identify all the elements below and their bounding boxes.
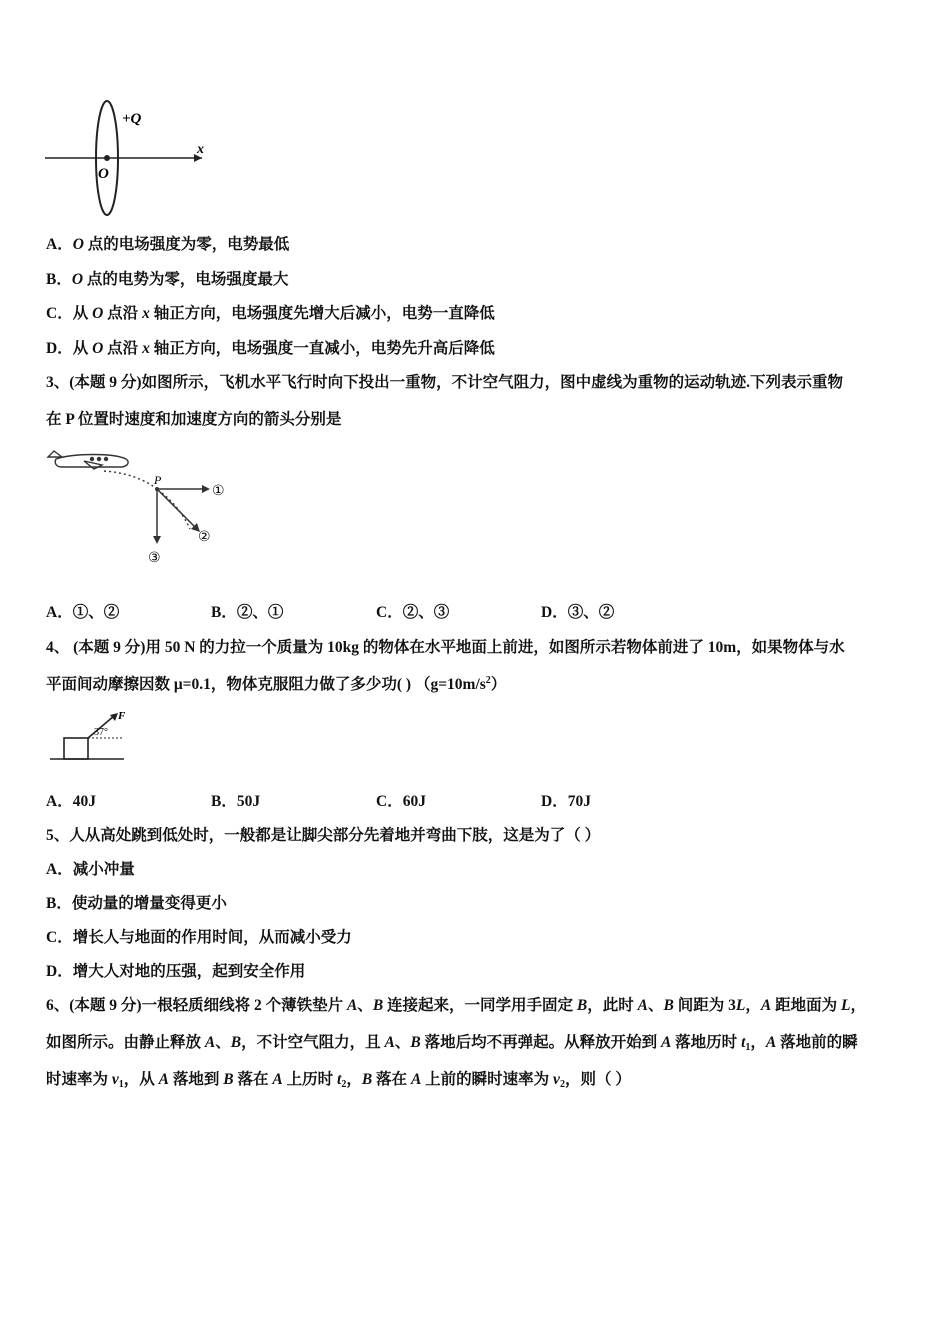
origin-label: O xyxy=(98,166,109,182)
q6-stem-line3: 时速率为 $v_1$，从 A 落地到 B 落在 A 上历时 $t_2$，B 落在 A 上前的瞬时速率为 $v_2$，则（ ） xyxy=(46,1071,631,1090)
airplane-icon xyxy=(48,451,128,469)
q3-stem-line2: 在 P 位置时速度和加速度方向的箭头分别是 xyxy=(46,411,342,428)
q3-option-c: C．②、③ xyxy=(376,604,450,621)
q6-stem-line2: 如图所示。由静止释放 A、B，不计空气阻力，且 A、B 落地后均不再弹起。从释放开始到 A 落地历时 $t_1$，A 落地前的瞬 xyxy=(46,1034,858,1053)
q4-stem-line1: 4、 (本题 9 分)用 50 N 的力拉一个质量为 10kg 的物体在水平地面上前进，如图所示若物体前进了 10m，如果物体与水 xyxy=(46,639,845,656)
arrow-2-label: ② xyxy=(198,529,211,545)
force-label: F xyxy=(118,710,126,722)
arrow-2 xyxy=(157,489,195,527)
q2-option-d: D．从 O 点沿 x 轴正方向，电场强度一直减小，电势先升高后降低 xyxy=(46,340,495,357)
q5-option-a: A．减小冲量 xyxy=(46,861,135,878)
angle-label: 37° xyxy=(94,727,108,738)
q4-stem-line2: 平面间动摩擦因数 μ=0.1，物体克服阻力做了多少功( ) $(g=10m/s^2)$ xyxy=(46,675,507,693)
q2-option-a: A．O 点的电场强度为零，电势最低 xyxy=(46,236,290,253)
q3-stem-line1: 3、(本题 9 分)如图所示，飞机水平飞行时向下投出一重物，不计空气阻力，图中虚线为重物的运动轨迹.下列表示重物 xyxy=(46,374,843,391)
origin-point xyxy=(104,155,110,161)
block xyxy=(64,738,88,759)
q5-option-c: C．增长人与地面的作用时间，从而减小受力 xyxy=(46,929,352,946)
airplane-trajectory-figure xyxy=(44,443,244,573)
ring-charge-figure xyxy=(40,98,210,223)
q4-option-b: B．50J xyxy=(211,793,261,810)
q3-option-a: A．①、② xyxy=(46,604,120,621)
q2-option-b: B．O 点的电势为零，电场强度最大 xyxy=(46,271,289,288)
point-p-label: P xyxy=(154,473,162,487)
q5-option-b: B．使动量的增量变得更小 xyxy=(46,895,227,912)
charge-label: +Q xyxy=(122,111,142,127)
arrow-3-label: ③ xyxy=(148,550,161,566)
q4-option-c: C．60J xyxy=(376,793,426,810)
axis-label: x xyxy=(197,142,204,157)
trajectory-before-p xyxy=(104,471,156,488)
q6-stem-line1: 6、(本题 9 分)一根轻质细线将 2 个薄铁垫片 A、B 连接起来，一同学用手固定 B，此时 A、B 间距为 3L，A 距地面为 L， xyxy=(46,997,866,1014)
q5-stem: 5、人从高处跳到低处时，一般都是让脚尖部分先着地并弯曲下肢，这是为了（ ） xyxy=(46,827,601,844)
q3-option-d: D．③、② xyxy=(541,604,615,621)
q2-option-c: C．从 O 点沿 x 轴正方向，电场强度先增大后减小，电势一直降低 xyxy=(46,305,495,322)
q3-option-b: B．②、① xyxy=(211,604,284,621)
arrow-1-label: ① xyxy=(212,483,225,499)
q4-option-a: A．40J xyxy=(46,793,96,810)
block-force-figure xyxy=(48,704,138,764)
q5-option-d: D．增大人对地的压强，起到安全作用 xyxy=(46,963,306,980)
q4-option-d: D．70J xyxy=(541,793,591,810)
